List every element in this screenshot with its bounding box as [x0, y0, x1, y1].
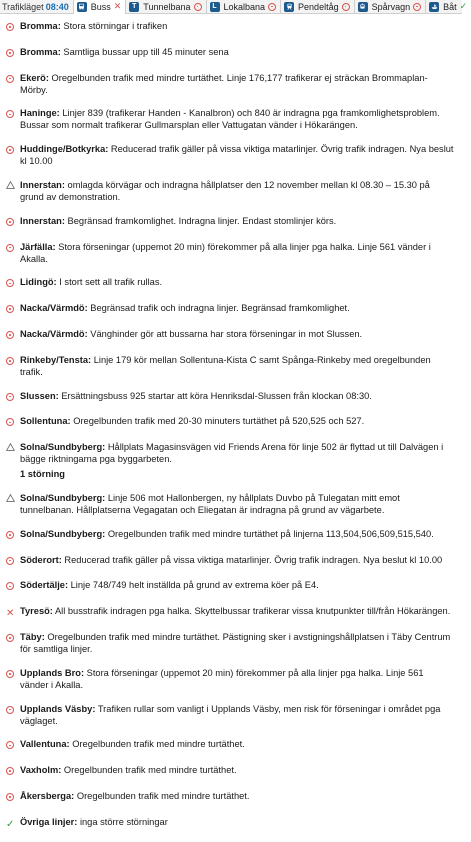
disruption-text — [20, 528, 454, 540]
tab-label: Pendeltåg — [298, 1, 339, 12]
disruption-message: Stora störningar i trafiken — [60, 21, 168, 31]
area-name: Lidingö: — [20, 277, 57, 288]
cancelled-icon: ✕ — [6, 608, 15, 620]
area-name: Åkersberga: — [20, 790, 75, 801]
disruption-icon — [413, 3, 421, 11]
disruption-item[interactable] — [6, 764, 454, 778]
mode-tabs — [73, 0, 471, 14]
area-name: Rinkeby/Tensta: — [20, 354, 92, 365]
disruption-item[interactable] — [6, 667, 454, 691]
disruption-message: Begränsad framkomlighet. Indragna linjer. Endast stomlinjer körs. — [64, 215, 337, 226]
disruption-message: Oregelbunden trafik med mindre turtäthet. Linje 176,177 trafikerar ej sträckan Brommaplan-Mörby. — [20, 72, 428, 95]
mode-letter-icon: L — [210, 2, 220, 12]
disruption-icon — [6, 72, 20, 86]
disruption-text — [20, 72, 454, 96]
ok-check-icon: ✓ — [6, 818, 15, 830]
info-triangle-icon — [6, 179, 20, 189]
disruption-icon — [6, 764, 20, 778]
disruption-message: omlagda körvägar och indragna hållplatser den 12 november mellan kl 08.30 – 15.30 på grund av demonstration. — [20, 179, 430, 202]
disruption-text — [20, 631, 454, 655]
disruption-message: Oregelbunden trafik med mindre turtäthet. — [61, 765, 237, 776]
disruption-text — [20, 215, 454, 227]
area-name: Innerstan: — [20, 215, 65, 226]
disruption-icon — [6, 46, 20, 60]
disruption-icon — [6, 328, 20, 342]
disruption-item[interactable] — [6, 528, 454, 542]
disruption-item[interactable] — [6, 631, 454, 655]
disruption-text — [20, 143, 454, 167]
disruption-item[interactable] — [6, 816, 454, 830]
disruption-item[interactable] — [6, 46, 454, 60]
disruption-text — [20, 302, 454, 314]
tab-label: Buss — [90, 1, 111, 12]
area-name: Solna/Sundbyberg: — [20, 528, 106, 539]
tab-label: Båt — [443, 1, 457, 12]
disruption-text — [20, 703, 454, 727]
disruption-text — [20, 667, 454, 691]
disruption-text — [20, 738, 454, 750]
info-triangle-icon — [6, 441, 20, 451]
area-name: Nacka/Värmdö: — [20, 328, 88, 339]
disruption-message: Oregelbunden trafik med 20-30 minuters turtäthet på 520,525 och 527. — [70, 416, 365, 427]
area-name: Övriga linjer: — [20, 816, 78, 827]
disruption-icon — [6, 790, 20, 804]
tram-icon — [358, 2, 368, 12]
area-name: Huddinge/Botkyrka: — [20, 144, 109, 155]
disruption-text — [20, 441, 454, 480]
disruption-item[interactable] — [6, 492, 454, 516]
disruption-text — [20, 816, 454, 828]
disruption-text — [20, 605, 454, 617]
disruption-text — [20, 790, 454, 802]
disruption-message: Oregelbunden trafik med mindre turtäthet. — [74, 790, 250, 801]
disruption-icon — [268, 3, 276, 11]
disruption-icon — [6, 354, 20, 368]
cancelled-icon: ✕ — [113, 1, 122, 11]
disruption-icon — [6, 631, 20, 645]
disruption-item[interactable] — [6, 328, 454, 342]
disruption-icon — [6, 390, 20, 404]
tab-spårvagn[interactable] — [354, 0, 426, 14]
disruption-item[interactable] — [6, 354, 454, 378]
disruption-item[interactable] — [6, 143, 454, 167]
area-name: Solna/Sundbyberg: — [20, 492, 106, 503]
disruption-message: Ersättningsbuss 925 startar att köra Henriksdal-Slussen från klockan 08:30. — [58, 390, 372, 401]
header-time: 08:40 — [45, 1, 69, 12]
tab-buss[interactable] — [73, 0, 126, 14]
disruption-text — [20, 579, 454, 591]
area-name: Slussen: — [20, 390, 59, 401]
top-bar — [0, 0, 468, 14]
area-name: Haninge: — [20, 108, 60, 119]
tab-label: Spårvagn — [371, 1, 411, 12]
area-name: Upplands Väsby: — [20, 703, 96, 714]
disruption-icon — [6, 143, 20, 157]
disruption-text — [20, 390, 454, 402]
mode-letter-icon: T — [129, 2, 139, 12]
disruption-icon — [6, 703, 20, 717]
disruption-icon — [6, 667, 20, 681]
header-label: Trafikläget — [2, 1, 44, 12]
disruption-message: All busstrafik indragen pga halka. Skyttelbussar trafikerar vissa knutpunkter till/från Hökarängen. — [52, 606, 451, 617]
traffic-status-header — [0, 0, 73, 14]
tab-label: Lokalbana — [223, 1, 266, 12]
disruption-item[interactable] — [6, 554, 454, 568]
disruption-item[interactable] — [6, 415, 454, 429]
tab-label: Tunnelbana — [143, 1, 191, 12]
area-name: Södertälje: — [20, 580, 69, 591]
bus-icon — [77, 2, 87, 12]
disruption-item[interactable] — [6, 302, 454, 316]
area-name: Vaxholm: — [20, 765, 62, 776]
train-icon — [284, 2, 294, 12]
disruption-item[interactable] — [6, 215, 454, 229]
disruption-item[interactable] — [6, 390, 454, 404]
disruption-text — [20, 241, 454, 265]
disruption-icon — [6, 554, 20, 568]
disruption-text — [20, 492, 454, 516]
disruption-message: Linje 179 kör mellan Sollentuna-Kista C samt Spånga-Rinkeby med oregelbunden trafik. — [20, 354, 431, 377]
disruption-item[interactable] — [6, 605, 454, 619]
disruption-item[interactable] — [6, 790, 454, 804]
area-name: Solna/Sundbyberg: — [20, 442, 106, 453]
disruption-item[interactable] — [6, 579, 454, 593]
disruption-message: Vänghinder gör att bussarna har stora förseningar in mot Slussen. — [87, 328, 363, 339]
area-name: Sollentuna: — [20, 416, 71, 427]
disruption-item[interactable] — [6, 738, 454, 752]
disruption-item[interactable] — [6, 241, 454, 265]
disruption-item[interactable] — [6, 276, 454, 290]
disruption-text — [20, 554, 454, 566]
disruption-message: Oregelbunden trafik med mindre turtäthet. Pästigning sker i avstigningshållplatsen i Täby Centrum för samtliga linjer. — [20, 631, 451, 654]
disruption-item[interactable] — [6, 441, 454, 480]
area-name: Nacka/Värmdö: — [20, 303, 88, 314]
disruption-message: Stora förseningar (uppemot 20 min) förekommer på alla linjer pga halka. Linje 561 vänder i Akalla. — [20, 241, 431, 264]
disruption-icon — [6, 302, 20, 316]
disruption-item[interactable] — [6, 703, 454, 727]
disruption-message: Trafiken rullar som vanligt i Upplands Väsby, men risk för förseningar i området pga väglaget. — [20, 703, 441, 726]
disruption-icon — [6, 241, 20, 255]
info-triangle-icon — [6, 492, 20, 502]
disruption-count[interactable]: 1 störning — [20, 469, 65, 480]
disruption-icon — [342, 3, 350, 11]
tab-pendeltåg[interactable] — [280, 0, 354, 14]
disruption-icon — [194, 3, 202, 11]
disruption-text — [20, 764, 454, 776]
disruption-icon — [6, 528, 20, 542]
disruption-message: Oregelbunden trafik med mindre turtäthet. — [69, 739, 245, 750]
disruption-icon — [6, 107, 20, 121]
area-name: Söderort: — [20, 554, 62, 565]
disruption-text — [20, 46, 454, 58]
disruption-icon — [6, 415, 20, 429]
disruption-text — [20, 179, 454, 203]
tab-tunnelbana[interactable] — [125, 0, 205, 14]
area-name: Täby: — [20, 631, 45, 642]
area-name: Tyresö: — [20, 606, 53, 617]
area-name: Ekerö: — [20, 72, 49, 83]
boat-icon — [429, 2, 439, 12]
disruption-text — [20, 328, 454, 340]
tab-båt[interactable] — [425, 0, 471, 14]
disruption-icon — [6, 738, 20, 752]
area-name: Vallentuna: — [20, 739, 70, 750]
area-name: Bromma: — [20, 46, 61, 57]
disruption-item[interactable] — [6, 20, 454, 34]
disruption-item[interactable] — [6, 72, 454, 96]
disruption-message: Samtliga bussar upp till 45 minuter sena — [60, 46, 229, 57]
disruption-message: Linje 748/749 helt inställda på grund av extrema köer på E4. — [68, 580, 319, 591]
area-name: Bromma: — [20, 21, 61, 31]
disruption-message: Oregelbunden trafik med mindre turtäthet på linjerna 113,504,506,509,515,540. — [105, 528, 434, 539]
disruption-icon — [6, 215, 20, 229]
disruption-text — [20, 276, 454, 288]
ok-check-icon: ✓ — [459, 1, 468, 11]
disruption-message: Reducerad trafik gäller på vissa viktiga matarlinjer. Övrig trafik indragen. Nya beslut kl 10.00 — [20, 144, 454, 167]
disruption-message: Hållplats Magasinsvägen vid Friends Arena för linje 502 är flyttad ut till Dalvägen i bägge riktningarna pga byggarbeten. — [20, 442, 444, 465]
disruption-message: inga större störningar — [77, 816, 168, 827]
disruption-item[interactable] — [6, 107, 454, 131]
disruption-text — [20, 415, 454, 427]
disruption-list — [0, 14, 462, 842]
disruption-text — [20, 354, 454, 378]
disruption-message: Stora förseningar (uppemot 20 min) förekommer på alla linjer pga halka. Linje 561 vänder i Akalla. — [20, 667, 424, 690]
area-name: Upplands Bro: — [20, 667, 85, 678]
tab-lokalbana[interactable] — [206, 0, 281, 14]
disruption-message: Linje 506 mot Hallonbergen, ny hållplats Duvbo på Tulegatan mitt emot tunnelbanan. Hållplatserna Vegagatan och Eliegatan är indragna på grund av vägarbete. — [20, 492, 400, 515]
disruption-message: Begränsad trafik och indragna linjer. Begränsad framkomlighet. — [87, 303, 350, 314]
disruption-text — [20, 20, 454, 32]
disruption-icon — [6, 20, 20, 34]
disruption-message: Reducerad trafik gäller på vissa viktiga matarlinjer. Övrig trafik indragen. Nya beslut kl 10.00 — [61, 554, 443, 565]
disruption-icon — [6, 276, 20, 290]
area-name: Innerstan: — [20, 179, 65, 190]
disruption-item[interactable] — [6, 179, 454, 203]
disruption-message: Linjer 839 (trafikerar Handen - Kanalbron) och 840 är indragna pga framkomlighetsproblem. Bussar som normalt trafikerar Gullmarsplan eller Vattugatan vänder i Hökarängen. — [20, 108, 440, 131]
disruption-message: I stort sett all trafik rullas. — [56, 277, 163, 288]
area-name: Järfälla: — [20, 241, 56, 252]
disruption-icon — [6, 579, 20, 593]
disruption-text — [20, 107, 454, 131]
